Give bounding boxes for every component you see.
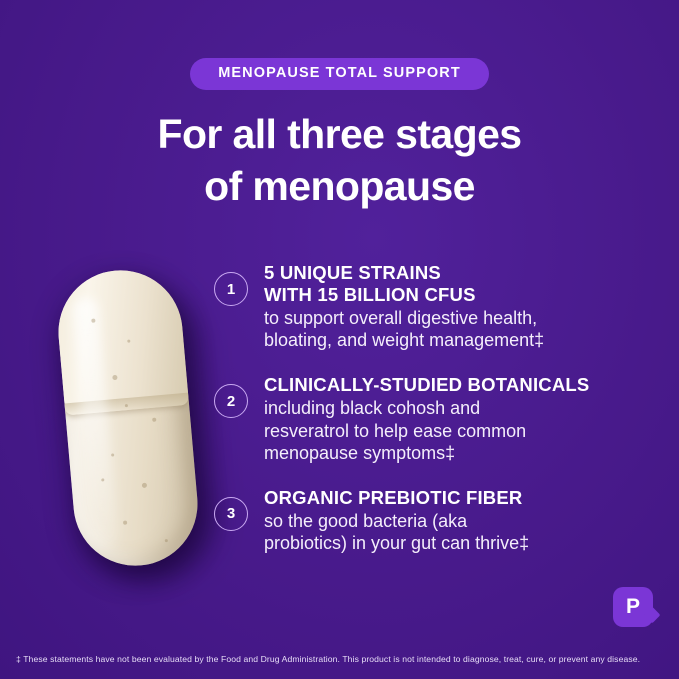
list-item [214,262,654,352]
feature-title [264,487,529,509]
feature-title [264,262,544,306]
headline-line-1: For all three stages [157,111,522,157]
list-item [214,374,654,465]
feature-text [264,487,529,555]
feature-description [264,397,589,465]
product-category-badge: MENOPAUSE TOTAL SUPPORT [190,58,489,90]
feature-title-line-1: CLINICALLY-STUDIED BOTANICALS [264,374,590,395]
feature-title-line-2: WITH 15 BILLION CFUS [264,283,476,305]
list-item [214,487,654,555]
feature-title-line-1: 5 UNIQUE STRAINS [264,262,441,283]
feature-text [264,262,544,352]
feature-desc-line-3: menopause symptoms‡ [264,443,456,464]
capsule-speck [123,520,127,524]
feature-desc-line-2: bloating, and weight management‡ [264,330,545,351]
feature-title-line-1: ORGANIC PREBIOTIC FIBER [264,486,523,508]
feature-desc-line-2: probiotics) in your gut can thrive‡ [264,533,530,554]
feature-desc-line-1: including black cohosh and [264,397,481,418]
feature-title [264,374,589,396]
feature-description [264,510,529,555]
feature-desc-line-1: to support overall digestive health, [264,307,538,328]
capsule-top-half [53,265,189,415]
capsule-speck [111,453,114,456]
headline-line-2: of menopause [204,163,475,210]
page-title [0,108,679,212]
capsule-speck [152,418,156,422]
brand-logo [613,587,653,627]
capsule-speck [142,483,147,488]
feature-desc-line-2: resveratrol to help ease common [264,420,527,441]
logo-letter: P [625,595,640,618]
badge-container [0,58,679,90]
legal-disclaimer: ‡ These statements have not been evaluated by the Food and Drug Administration. This product is not intended to diagnose, treat, cure, or prevent any disease. [16,653,641,664]
capsule-image [40,250,240,590]
feature-number-badge: 1 [214,272,248,306]
feature-desc-line-1: so the good bacteria (aka [264,510,468,531]
capsule-speck [165,539,168,542]
feature-number-badge: 2 [214,384,248,418]
logo-pin-shape [644,607,661,624]
feature-description [264,307,544,352]
feature-list [214,262,654,577]
feature-number-badge: 3 [214,497,248,531]
feature-text [264,374,589,465]
